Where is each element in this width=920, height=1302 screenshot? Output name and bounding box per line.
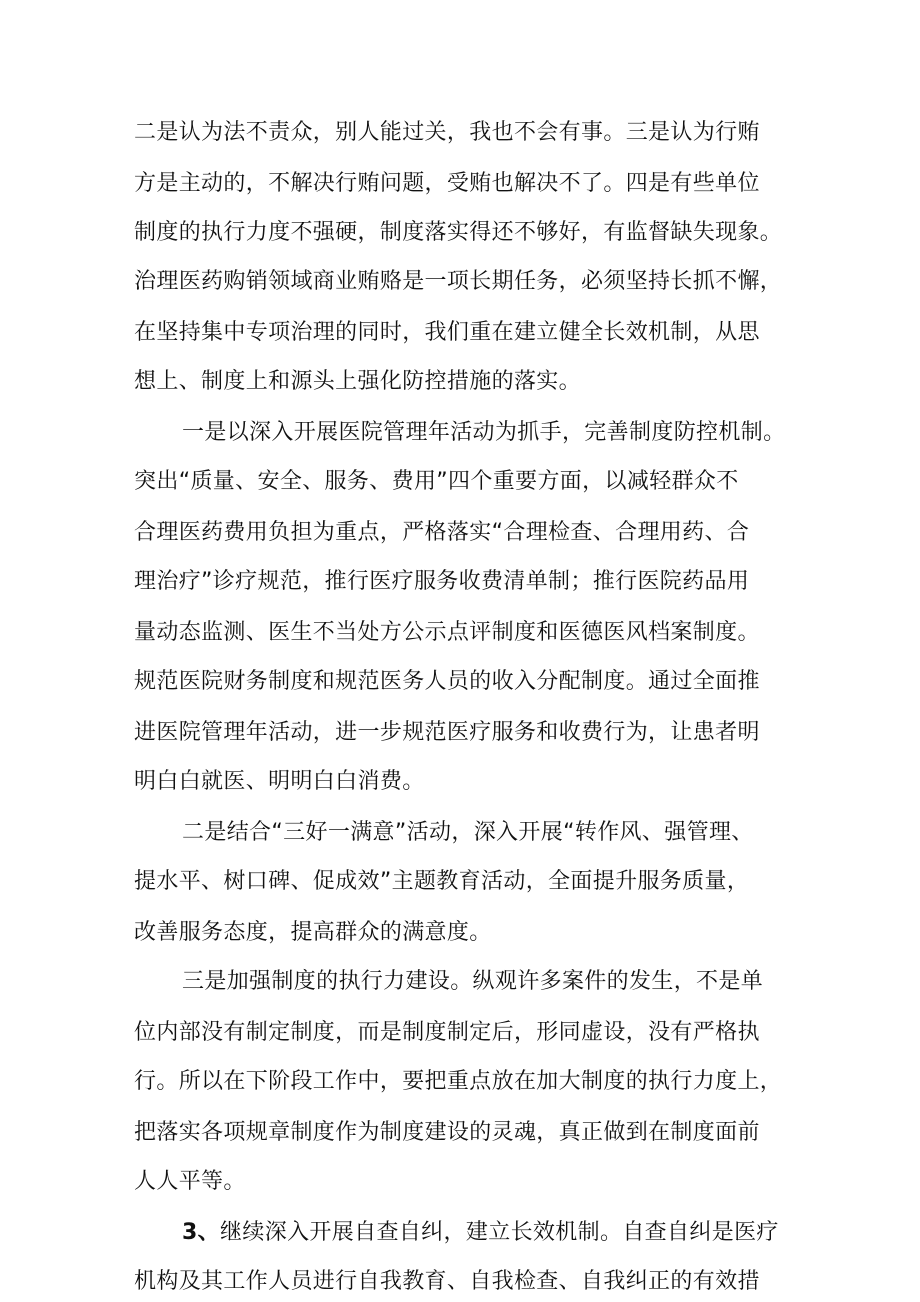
section-text: 继续深入开展自查自纠，建立长效机制。自查自纠是医疗 (220, 1220, 779, 1245)
text-line: 规范医院财务制度和规范医务人员的收入分配制度。通过全面推 (134, 669, 760, 694)
text-line: 理治疗”诊疗规范，推行医疗服务收费清单制；推行医院药品用 (134, 569, 750, 594)
text-line: 改善服务态度，提高群众的满意度。 (134, 920, 492, 945)
text-line: 方是主动的，不解决行贿问题，受贿也解决不了。四是有些单位 (134, 171, 760, 196)
text-line: 制度的执行力度不强硬，制度落实得还不够好，有监督缺失现象。 (134, 220, 783, 245)
text-line: 想上、制度上和源头上强化防控措施的落实。 (134, 369, 582, 394)
text-line: 治理医药购销领域商业贿赂是一项长期任务，必须坚持长抓不懈， (134, 269, 783, 294)
text-line: 明白白就医、明明白白消费。 (134, 769, 425, 794)
text-line: 人人平等。 (134, 1169, 246, 1194)
section-number: 3、 (182, 1220, 221, 1245)
text-line: 行。所以在下阶段工作中，要把重点放在加大制度的执行力度上， (134, 1069, 783, 1094)
text-line: 合理医药费用负担为重点，严格落实“合理检查、合理用药、合 (134, 520, 750, 545)
text-line: 机构及其工作人员进行自我教育、自我检查、自我纠正的有效措 (134, 1269, 760, 1294)
text-line: 进医院管理年活动，进一步规范医疗服务和收费行为，让患者明 (134, 720, 760, 745)
numbered-paragraph-line (182, 1213, 779, 1253)
text-line: 一是以深入开展医院管理年活动为抓手，完善制度防控机制。 (182, 420, 786, 445)
text-line: 量动态监测、医生不当处方公示点评制度和医德医风档案制度。 (134, 620, 760, 645)
text-line: 二是结合“三好一满意”活动，深入开展“转作风、强管理、 (182, 820, 754, 845)
text-line: 三是加强制度的执行力建设。纵观许多案件的发生，不是单 (182, 969, 764, 994)
text-line: 位内部没有制定制度，而是制度制定后，形同虚设，没有严格执 (134, 1020, 760, 1045)
text-line: 在坚持集中专项治理的同时，我们重在建立健全长效机制，从思 (134, 320, 760, 345)
text-line: 把落实各项规章制度作为制度建设的灵魂，真正做到在制度面前 (134, 1120, 760, 1145)
text-line: 提水平、树口碑、促成效”主题教育活动，全面提升服务质量， (134, 869, 750, 894)
text-line: 二是认为法不责众，别人能过关，我也不会有事。三是认为行贿 (134, 120, 760, 145)
text-line: 突出“质量、安全、服务、费用”四个重要方面，以减轻群众不 (134, 469, 739, 494)
